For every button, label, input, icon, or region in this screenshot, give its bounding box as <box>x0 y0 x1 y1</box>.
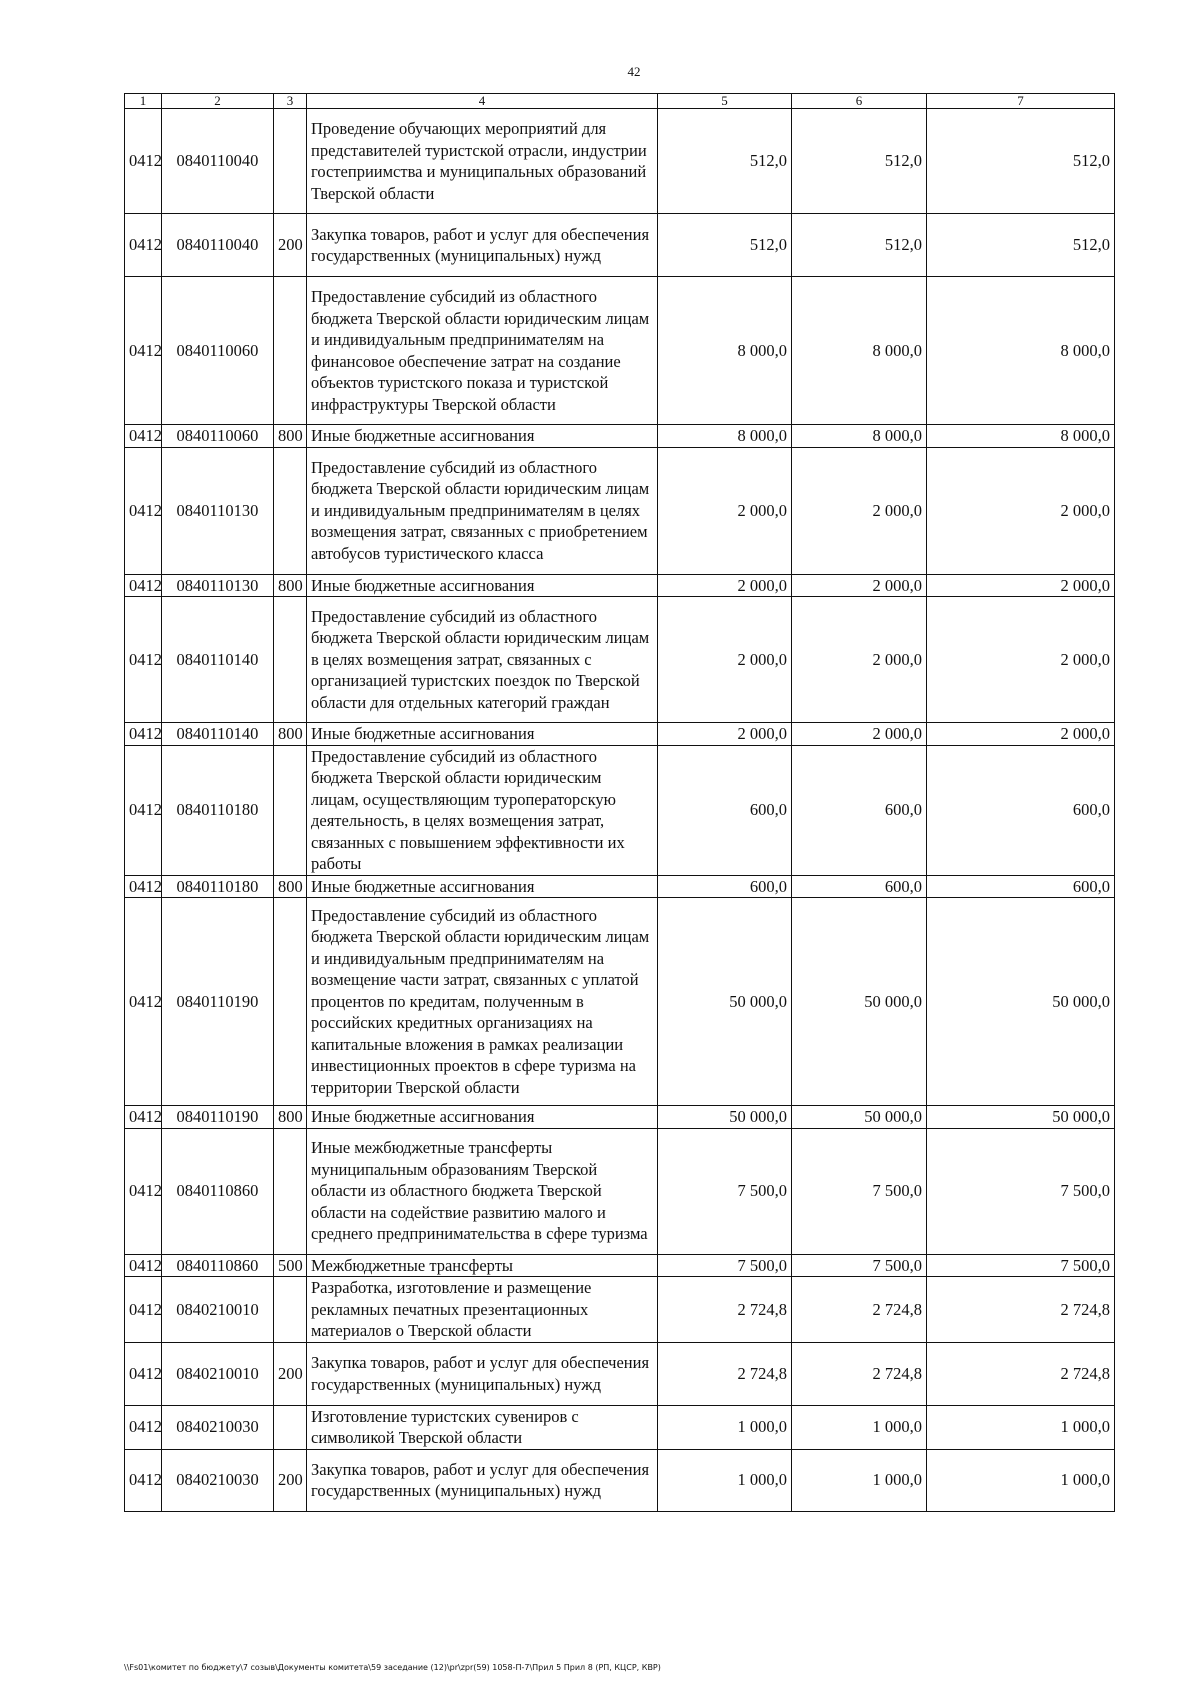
amount-cell-col7: 2 000,0 <box>927 574 1115 597</box>
amount-cell-col6: 50 000,0 <box>792 1106 927 1129</box>
description-cell: Иные бюджетные ассигнования <box>307 875 658 898</box>
target-code-cell: 0840110190 <box>162 898 274 1106</box>
amount-cell-col7: 2 000,0 <box>927 723 1115 746</box>
description-cell: Предоставление субсидий из областного бюджета Тверской области юридическим лицам и индивидуальным предпринимателям в целях возмещения затрат, связанных с приобретением автобусов туристического класса <box>307 447 658 574</box>
table-row <box>125 425 1115 448</box>
target-code-cell: 0840110860 <box>162 1254 274 1277</box>
expense-type-cell: 800 <box>274 574 307 597</box>
expense-type-cell: 200 <box>274 214 307 277</box>
target-code-cell: 0840110060 <box>162 277 274 425</box>
amount-cell-col5: 2 000,0 <box>658 447 792 574</box>
amount-cell-col6: 2 000,0 <box>792 723 927 746</box>
amount-cell-col7: 600,0 <box>927 875 1115 898</box>
expense-type-cell: 500 <box>274 1254 307 1277</box>
header-cell: 4 <box>307 94 658 109</box>
description-cell: Предоставление субсидий из областного бюджета Тверской области юридическим лицам и индивидуальным предпринимателям на финансовое обеспечение затрат на создание объектов туристского показа и туристской инфраструктуры Тверской области <box>307 277 658 425</box>
amount-cell-col7: 1 000,0 <box>927 1405 1115 1449</box>
target-code-cell: 0840110040 <box>162 214 274 277</box>
description-cell: Иные межбюджетные трансферты муниципальным образованиям Тверской области из областного бюджета Тверской области на содействие развитию малого и среднего предпринимательства в сфере туризма <box>307 1128 658 1254</box>
target-code-cell: 0840110140 <box>162 723 274 746</box>
target-code-cell: 0840110060 <box>162 425 274 448</box>
section-code-cell: 0412 <box>125 1254 162 1277</box>
description-cell: Иные бюджетные ассигнования <box>307 1106 658 1129</box>
description-cell: Иные бюджетные ассигнования <box>307 574 658 597</box>
table-row <box>125 875 1115 898</box>
expense-type-cell: 800 <box>274 425 307 448</box>
description-cell: Закупка товаров, работ и услуг для обеспечения государственных (муниципальных) нужд <box>307 214 658 277</box>
expense-type-cell <box>274 898 307 1106</box>
amount-cell-col6: 7 500,0 <box>792 1254 927 1277</box>
amount-cell-col5: 2 724,8 <box>658 1342 792 1405</box>
page-number: 42 <box>627 64 641 79</box>
table-row <box>125 277 1115 425</box>
section-code-cell: 0412 <box>125 1106 162 1129</box>
header-cell: 3 <box>274 94 307 109</box>
amount-cell-col6: 600,0 <box>792 745 927 875</box>
section-code-cell: 0412 <box>125 1449 162 1511</box>
table-row <box>125 1342 1115 1405</box>
header-cell: 6 <box>792 94 927 109</box>
target-code-cell: 0840110130 <box>162 574 274 597</box>
section-code-cell: 0412 <box>125 1128 162 1254</box>
amount-cell-col6: 50 000,0 <box>792 898 927 1106</box>
amount-cell-col7: 2 724,8 <box>927 1277 1115 1343</box>
file-path-footer: \\Fs01\комитет по бюджету\7 созыв\Документы комитета\59 заседание (12)\pr\zpr(59) 1058-П-7\Прил 5 Прил 8 (РП, КЦСР, КВР) <box>124 1663 661 1672</box>
amount-cell-col5: 50 000,0 <box>658 1106 792 1129</box>
amount-cell-col6: 1 000,0 <box>792 1449 927 1511</box>
amount-cell-col5: 7 500,0 <box>658 1128 792 1254</box>
amount-cell-col7: 8 000,0 <box>927 277 1115 425</box>
description-cell: Изготовление туристских сувениров с символикой Тверской области <box>307 1405 658 1449</box>
table-row <box>125 574 1115 597</box>
expense-type-cell <box>274 447 307 574</box>
amount-cell-col7: 1 000,0 <box>927 1449 1115 1511</box>
section-code-cell: 0412 <box>125 597 162 723</box>
expense-type-cell: 200 <box>274 1449 307 1511</box>
table-row <box>125 1106 1115 1129</box>
amount-cell-col5: 8 000,0 <box>658 277 792 425</box>
header-cell: 7 <box>927 94 1115 109</box>
amount-cell-col5: 7 500,0 <box>658 1254 792 1277</box>
target-code-cell: 0840110130 <box>162 447 274 574</box>
target-code-cell: 0840110860 <box>162 1128 274 1254</box>
amount-cell-col5: 1 000,0 <box>658 1449 792 1511</box>
section-code-cell: 0412 <box>125 898 162 1106</box>
expense-type-cell <box>274 277 307 425</box>
table-row <box>125 1128 1115 1254</box>
table-row <box>125 1449 1115 1511</box>
amount-cell-col7: 600,0 <box>927 745 1115 875</box>
amount-cell-col6: 2 724,8 <box>792 1277 927 1343</box>
section-code-cell: 0412 <box>125 1342 162 1405</box>
amount-cell-col6: 512,0 <box>792 109 927 214</box>
table-row <box>125 898 1115 1106</box>
amount-cell-col5: 50 000,0 <box>658 898 792 1106</box>
amount-cell-col5: 512,0 <box>658 109 792 214</box>
header-cell: 1 <box>125 94 162 109</box>
section-code-cell: 0412 <box>125 723 162 746</box>
amount-cell-col6: 8 000,0 <box>792 277 927 425</box>
amount-cell-col6: 1 000,0 <box>792 1405 927 1449</box>
description-cell: Иные бюджетные ассигнования <box>307 723 658 746</box>
description-cell: Межбюджетные трансферты <box>307 1254 658 1277</box>
section-code-cell: 0412 <box>125 1277 162 1343</box>
amount-cell-col7: 512,0 <box>927 109 1115 214</box>
section-code-cell: 0412 <box>125 214 162 277</box>
table-row <box>125 597 1115 723</box>
amount-cell-col6: 512,0 <box>792 214 927 277</box>
expense-type-cell <box>274 597 307 723</box>
section-code-cell: 0412 <box>125 425 162 448</box>
target-code-cell: 0840210030 <box>162 1405 274 1449</box>
table-row <box>125 1405 1115 1449</box>
target-code-cell: 0840110040 <box>162 109 274 214</box>
header-row <box>125 94 1115 109</box>
amount-cell-col7: 8 000,0 <box>927 425 1115 448</box>
table-row <box>125 1277 1115 1343</box>
section-code-cell: 0412 <box>125 277 162 425</box>
expense-type-cell: 800 <box>274 875 307 898</box>
amount-cell-col6: 2 000,0 <box>792 574 927 597</box>
amount-cell-col5: 600,0 <box>658 745 792 875</box>
amount-cell-col6: 8 000,0 <box>792 425 927 448</box>
description-cell: Предоставление субсидий из областного бюджета Тверской области юридическим лицам и индивидуальным предпринимателям на возмещение части затрат, связанных с уплатой процентов по кредитам, полученным в российских кредитных организациях на капитальные вложения в рамках реализации инвестиционных проектов в сфере туризма на территории Тверской области <box>307 898 658 1106</box>
header-cell: 2 <box>162 94 274 109</box>
target-code-cell: 0840110180 <box>162 875 274 898</box>
description-cell: Проведение обучающих мероприятий для представителей туристской отрасли, индустрии гостеприимства и муниципальных образований Тверской области <box>307 109 658 214</box>
target-code-cell: 0840210010 <box>162 1342 274 1405</box>
amount-cell-col6: 2 000,0 <box>792 597 927 723</box>
table-row <box>125 214 1115 277</box>
expense-type-cell <box>274 1277 307 1343</box>
table-row <box>125 1254 1115 1277</box>
expense-type-cell <box>274 745 307 875</box>
expense-type-cell <box>274 1405 307 1449</box>
amount-cell-col7: 7 500,0 <box>927 1254 1115 1277</box>
section-code-cell: 0412 <box>125 447 162 574</box>
amount-cell-col7: 50 000,0 <box>927 898 1115 1106</box>
target-code-cell: 0840110180 <box>162 745 274 875</box>
description-cell: Предоставление субсидий из областного бюджета Тверской области юридическим лицам в целях возмещения затрат, связанных с организацией туристских поездок по Тверской области для отдельных категорий граждан <box>307 597 658 723</box>
expense-type-cell <box>274 109 307 214</box>
description-cell: Разработка, изготовление и размещение рекламных печатных презентационных материалов о Тверской области <box>307 1277 658 1343</box>
amount-cell-col5: 8 000,0 <box>658 425 792 448</box>
amount-cell-col5: 512,0 <box>658 214 792 277</box>
section-code-cell: 0412 <box>125 875 162 898</box>
amount-cell-col7: 2 724,8 <box>927 1342 1115 1405</box>
amount-cell-col7: 512,0 <box>927 214 1115 277</box>
target-code-cell: 0840210030 <box>162 1449 274 1511</box>
target-code-cell: 0840210010 <box>162 1277 274 1343</box>
expense-type-cell <box>274 1128 307 1254</box>
amount-cell-col7: 7 500,0 <box>927 1128 1115 1254</box>
amount-cell-col7: 2 000,0 <box>927 447 1115 574</box>
section-code-cell: 0412 <box>125 1405 162 1449</box>
amount-cell-col7: 50 000,0 <box>927 1106 1115 1129</box>
expense-type-cell: 200 <box>274 1342 307 1405</box>
description-cell: Закупка товаров, работ и услуг для обеспечения государственных (муниципальных) нужд <box>307 1342 658 1405</box>
amount-cell-col5: 600,0 <box>658 875 792 898</box>
amount-cell-col6: 2 724,8 <box>792 1342 927 1405</box>
description-cell: Предоставление субсидий из областного бюджета Тверской области юридическим лицам, осуществляющим туроператорскую деятельность, в целях возмещения затрат, связанных с повышением эффективности их работы <box>307 745 658 875</box>
budget-table <box>124 93 1115 1512</box>
table-row <box>125 109 1115 214</box>
amount-cell-col5: 1 000,0 <box>658 1405 792 1449</box>
header-cell: 5 <box>658 94 792 109</box>
section-code-cell: 0412 <box>125 109 162 214</box>
amount-cell-col5: 2 724,8 <box>658 1277 792 1343</box>
table-row <box>125 745 1115 875</box>
amount-cell-col6: 2 000,0 <box>792 447 927 574</box>
expense-type-cell: 800 <box>274 723 307 746</box>
amount-cell-col5: 2 000,0 <box>658 597 792 723</box>
table-row <box>125 723 1115 746</box>
table-row <box>125 447 1115 574</box>
amount-cell-col6: 7 500,0 <box>792 1128 927 1254</box>
target-code-cell: 0840110190 <box>162 1106 274 1129</box>
amount-cell-col7: 2 000,0 <box>927 597 1115 723</box>
amount-cell-col5: 2 000,0 <box>658 574 792 597</box>
amount-cell-col5: 2 000,0 <box>658 723 792 746</box>
amount-cell-col6: 600,0 <box>792 875 927 898</box>
expense-type-cell: 800 <box>274 1106 307 1129</box>
description-cell: Закупка товаров, работ и услуг для обеспечения государственных (муниципальных) нужд <box>307 1449 658 1511</box>
description-cell: Иные бюджетные ассигнования <box>307 425 658 448</box>
target-code-cell: 0840110140 <box>162 597 274 723</box>
section-code-cell: 0412 <box>125 574 162 597</box>
section-code-cell: 0412 <box>125 745 162 875</box>
